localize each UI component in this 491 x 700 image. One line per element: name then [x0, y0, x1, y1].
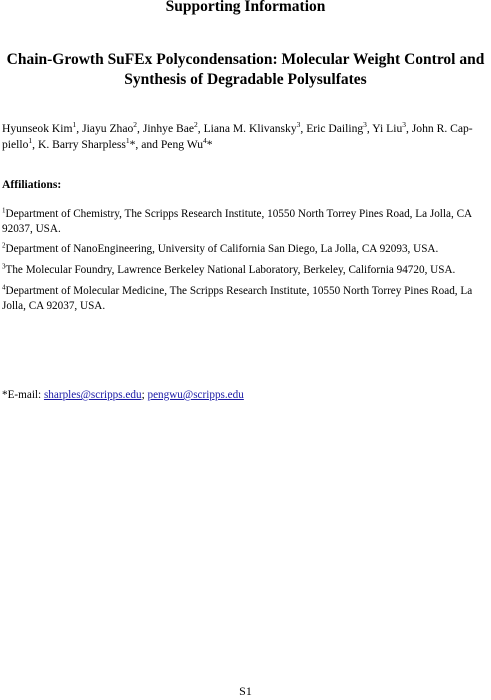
- author: Jinhye Bae$^2$,: [142, 120, 204, 135]
- affiliations-heading: Affiliations:: [2, 178, 62, 191]
- affiliation-item: $^2$Department of NanoEngineering, University of California San Diego, La Jolla, CA 92093, USA.: [2, 241, 439, 255]
- affiliation-item: $^4$Department of Molecular Medicine, The Scripps Research Institute, 10550 North Torrey Pines Road, La Jolla, CA 92037, USA.: [2, 283, 473, 312]
- author: Peng Wu$^4$*: [160, 136, 213, 151]
- email-separator: ;: [141, 389, 148, 401]
- email-label: *E-mail:: [2, 389, 44, 401]
- paper-title-line-1: Chain-Growth SuFEx Polycondensation: Molecular Weight Control and: [6, 51, 485, 68]
- paper-title-line-2: Synthesis of Degradable Polysulfates: [124, 71, 367, 88]
- contact-email: [2, 388, 244, 402]
- author: Hyunseok Kim$^1$,: [2, 120, 83, 135]
- author: Liana M. Klivansky$^3$,: [203, 120, 307, 135]
- page-header: Supporting Information: [165, 0, 326, 15]
- author: Jiayu Zhao$^2$,: [82, 120, 143, 135]
- paper-title: [0, 50, 491, 90]
- author: Eric Dailing$^3$,: [306, 120, 373, 135]
- author: K. Barry Sharpless$^1$*, and: [37, 136, 161, 151]
- author-list: [2, 121, 485, 153]
- author: Yi Liu$^3$,: [372, 120, 412, 135]
- email-link-sharples[interactable]: sharples@scripps.edu: [43, 389, 142, 401]
- affiliation-item: $^1$Department of Chemistry, The Scripps Research Institute, 10550 North Torrey Pines Road, La Jolla, CA 92037, USA.: [2, 206, 472, 235]
- affiliation-item: $^3$The Molecular Foundry, Lawrence Berkeley National Laboratory, Berkeley, California 94720, USA.: [2, 262, 456, 276]
- author: John R. Cap-piello$^1$,: [2, 122, 473, 151]
- email-link-pengwu[interactable]: pengwu@scripps.edu: [147, 389, 244, 401]
- page-number: S1: [239, 684, 252, 698]
